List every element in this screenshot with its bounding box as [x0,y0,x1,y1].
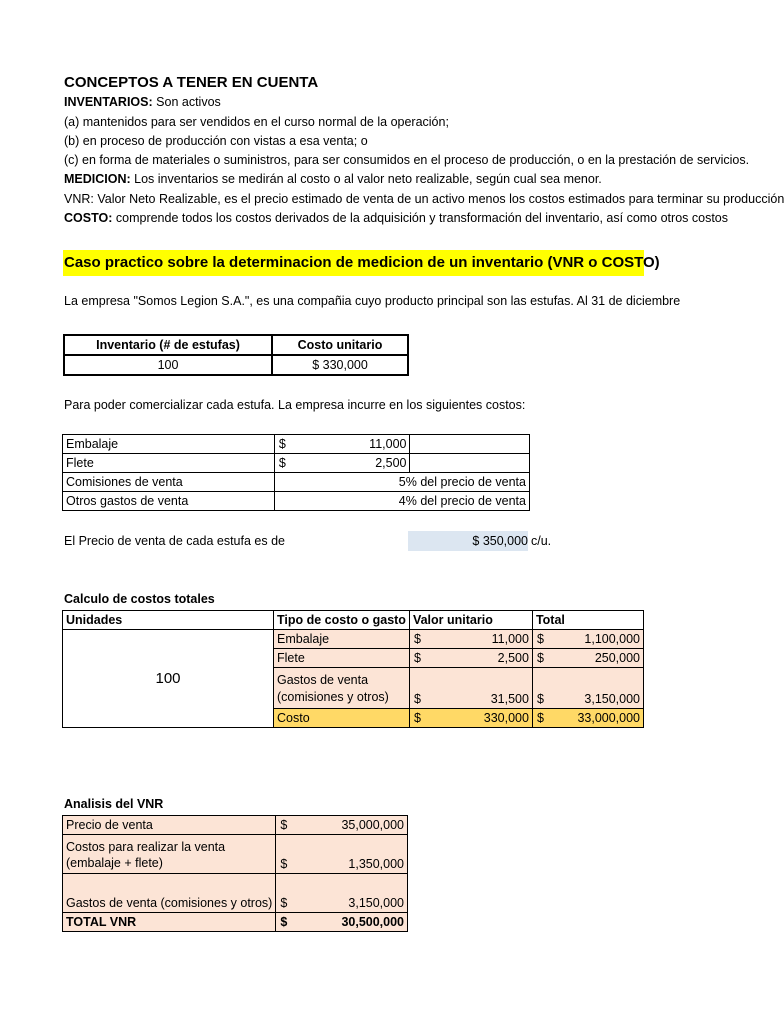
header-total: Total [532,611,643,630]
currency-symbol: $ [280,857,288,871]
cost-note [410,454,530,473]
case-banner: Caso practico sobre la determinacion de medicion de un inventario (VNR o COSTO) [63,250,644,276]
concept-c: (c) en forma de materiales o suministros, para ser consumidos en el proceso de producción, o en la prestación de servicios. [64,153,750,167]
inventory-header-cost: Costo unitario [272,335,408,355]
total-value: 33,000,000 [577,711,640,725]
cost-label: Flete [63,454,275,473]
vnr-label-line1: Costos para realizar la venta [66,840,226,854]
unit-value-cell [409,649,532,668]
totals-title: Calculo de costos totales [64,592,215,606]
price-unit: c/u. [531,534,552,548]
page-title: CONCEPTOS A TENER EN CUENTA [64,74,319,91]
cost-type [274,668,410,709]
cost-note [410,435,530,454]
table-row [63,874,408,913]
table-row [63,435,530,454]
vnr-label: Gastos de venta (comisiones y otros) [63,874,276,913]
inventory-table [63,334,409,376]
vnr-value: 1,350,000 [348,857,404,871]
vnr-label: Precio de venta [63,816,276,835]
currency-symbol: $ [536,711,544,725]
unit-value-cell [409,709,532,728]
table-row [63,492,530,511]
vnr-definition: VNR: Valor Neto Realizable, es el precio estimado de venta de un activo menos los costos estimados para terminar su producción [64,192,784,206]
cost-label: Comisiones de venta [63,473,275,492]
units-value: 100 [63,630,274,728]
cost-amount-cell [274,435,410,454]
currency-symbol: $ [280,818,288,832]
inventarios-label: INVENTARIOS: [64,95,153,109]
total-value: 250,000 [594,651,640,665]
currency-symbol: $ [413,711,421,725]
cost-label: Otros gastos de venta [63,492,275,511]
table-row [63,816,408,835]
cost-type: Costo [274,709,410,728]
inventory-units-value: 100 [64,355,272,375]
totals-table [62,610,644,728]
cost-value: 11,000 [369,437,407,451]
vnr-value-cell [276,874,408,913]
total-value: 1,100,000 [584,632,640,646]
table-row [63,454,530,473]
vnr-value-cell [276,835,408,874]
table-row [63,473,530,492]
costo-line [64,211,728,225]
inventarios-text: Son activos [156,95,221,109]
vnr-total-cell [276,913,408,932]
vnr-value: 35,000,000 [341,818,404,832]
cost-type-line1: Gastos de venta [277,673,369,687]
medicion-line [64,172,602,186]
total-value: 3,150,000 [584,692,640,706]
cost-type: Flete [274,649,410,668]
vnr-total-value: 30,500,000 [341,915,404,929]
vnr-label [63,835,276,874]
vnr-label-line2: (embalaje + flete) [66,856,163,870]
cost-amount-cell [274,454,410,473]
table-row [63,630,644,649]
unit-value: 11,000 [491,632,529,646]
vnr-table [62,815,408,932]
total-cell [532,649,643,668]
inventory-cost-value: $ 330,000 [272,355,408,375]
currency-symbol: $ [413,692,421,706]
header-units: Unidades [63,611,274,630]
concept-a: (a) mantenidos para ser vendidos en el curso normal de la operación; [64,115,449,129]
costo-text: comprende todos los costos derivados de la adquisición y transformación del inventario, así como otros costos [115,211,728,225]
vnr-value-cell [276,816,408,835]
currency-symbol: $ [536,632,544,646]
currency-symbol: $ [278,456,286,470]
table-row [63,913,408,932]
intro-text: La empresa "Somos Legion S.A.", es una compañia cuyo producto principal son las estufas. Al 31 de diciembre [64,294,681,308]
table-row [63,611,644,630]
inventarios-line [64,95,221,109]
costs-intro: Para poder comercializar cada estufa. La empresa incurre en los siguientes costos: [64,398,526,412]
cost-percent-cell [274,492,529,511]
total-cell [532,630,643,649]
header-unit-value: Valor unitario [409,611,532,630]
currency-symbol: $ [536,692,544,706]
table-row [63,835,408,874]
cost-note: del precio de venta [420,475,526,489]
medicion-label: MEDICION: [64,172,131,186]
currency-symbol: $ [278,437,286,451]
cost-type-line2: (comisiones y otros) [277,690,389,704]
unit-value: 2,500 [497,651,529,665]
medicion-text: Los inventarios se medirán al costo o al valor neto realizable, según cual sea menor. [134,172,602,186]
header-type: Tipo de costo o gasto [274,611,410,630]
concept-b: (b) en proceso de producción con vistas a esa venta; o [64,134,368,148]
unit-value-cell [409,668,532,709]
unit-value: 330,000 [483,711,529,725]
inventory-header-units: Inventario (# de estufas) [64,335,272,355]
vnr-title: Analisis del VNR [64,797,164,811]
currency-symbol: $ [413,632,421,646]
vnr-value: 3,150,000 [348,896,404,910]
costo-label: COSTO: [64,211,113,225]
currency-symbol: $ [413,651,421,665]
total-cell [532,668,643,709]
cost-type: Embalaje [274,630,410,649]
cost-value: 2,500 [375,456,407,470]
currency-symbol: $ [536,651,544,665]
cost-note: del precio de venta [420,494,526,508]
vnr-total-label: TOTAL VNR [63,913,276,932]
cost-value: 4% [398,494,417,508]
currency-symbol: $ [280,915,288,929]
costs-table [62,434,530,511]
unit-value: 31,500 [490,692,529,706]
price-value: $ 350,000 [408,531,528,551]
cost-percent-cell [274,473,529,492]
currency-symbol: $ [280,896,288,910]
cost-label: Embalaje [63,435,275,454]
price-label: El Precio de venta de cada estufa es de [64,534,285,548]
cost-value: 5% [398,475,417,489]
unit-value-cell [409,630,532,649]
total-cell [532,709,643,728]
